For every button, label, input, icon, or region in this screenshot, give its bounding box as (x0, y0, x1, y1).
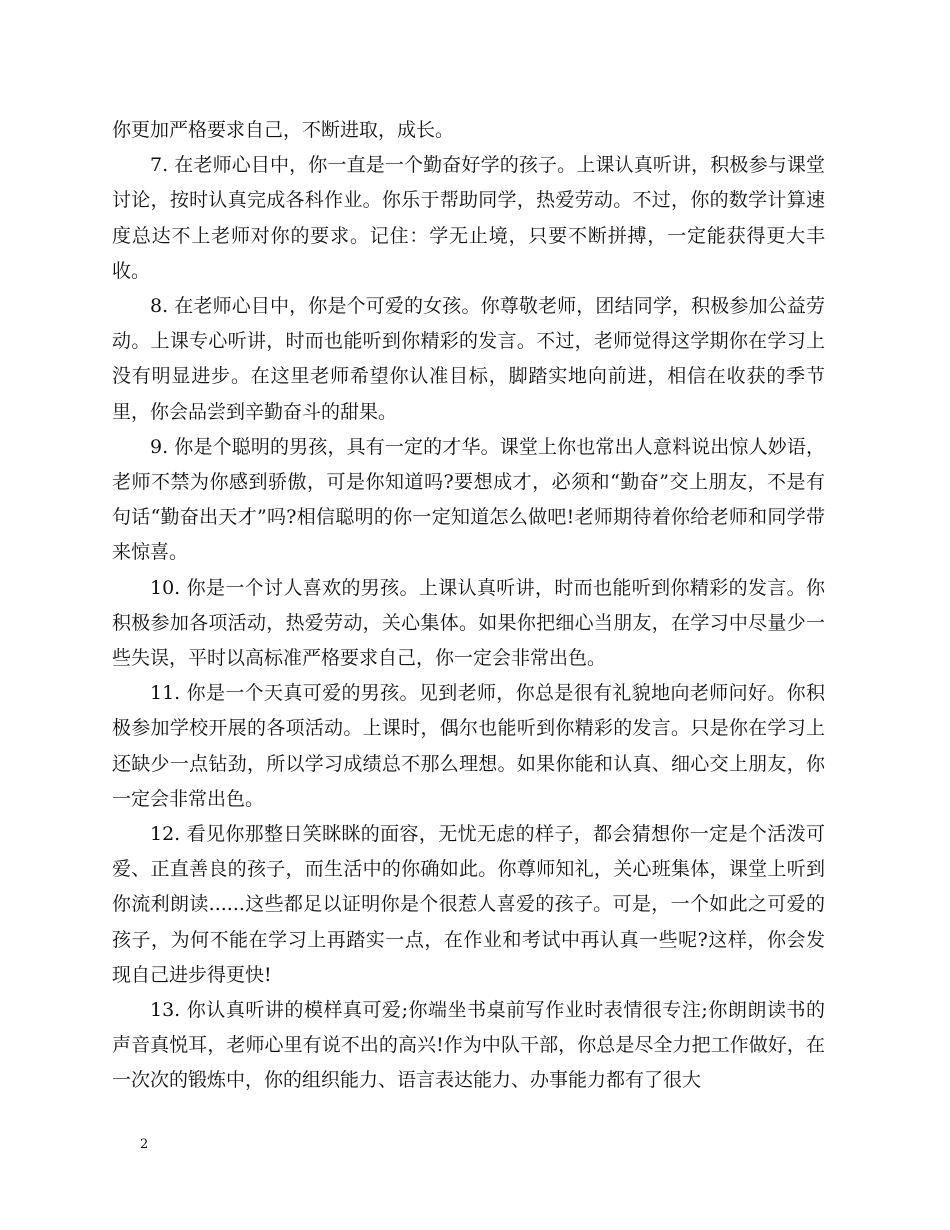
paragraph-comment-13: 13. 你认真听讲的模样真可爱;你端坐书桌前写作业时表情很专注;你朗朗读书的声音真悦耳，老师心里有说不出的高兴!作为中队干部，你总是尽全力把工作做好，在一次次的锻炼中，你的组织能力、语言表达能力、办事能力都有了很大 (112, 999, 825, 1092)
paragraph-comment-10: 10. 你是一个讨人喜欢的男孩。上课认真听讲，时而也能听到你精彩的发言。你积极参加各项活动，热爱劳动，关心集体。如果你把细心当朋友，在学习中尽量少一些失误，平时以高标准严格要求自己，你一定会非常出色。 (112, 576, 825, 670)
paragraph-comment-11: 11. 你是一个天真可爱的男孩。见到老师，你总是很有礼貌地向老师问好。你积极参加学校开展的各项活动。上课时，偶尔也能听到你精彩的发言。只是你在学习上还缺少一点钻劲，所以学习成绩总不那么理想。如果你能和认真、细心交上朋友，你一定会非常出色。 (112, 682, 825, 810)
paragraph-comment-9: 9. 你是个聪明的男孩，具有一定的才华。课堂上你也常出人意料说出惊人妙语，老师不禁为你感到骄傲，可是你知道吗?要想成才，必须和“勤奋”交上朋友，不是有句话“勤奋出天才”吗?相信聪明的你一定知道怎么做吧!老师期待着你给老师和同学带来惊喜。 (112, 435, 825, 564)
paragraph-comment-8: 8. 在老师心目中，你是个可爱的女孩。你尊敬老师，团结同学，积极参加公益劳动。上课专心听讲，时而也能听到你精彩的发言。不过，老师觉得这学期你在学习上没有明显进步。在这里老师希望你认准目标，脚踏实地向前进，相信在收获的季节里，你会品尝到辛勤奋斗的甜果。 (112, 295, 825, 423)
paragraph-comment-12: 12. 看见你那整日笑眯眯的面容，无忧无虑的样子，都会猜想你一定是个活泼可爱、正直善良的孩子，而生活中的你确如此。你尊师知礼，关心班集体，课堂上听到你流利朗读......这些都足以证明你是个很惹人喜爱的孩子。可是，一个如此之可爱的孩子，为何不能在学习上再踏实一点，在作业和考试中再认真一些呢?这样，你会发现自己进步得更快! (112, 823, 825, 986)
page-number: 2 (140, 1137, 149, 1152)
paragraph-comment-7: 7. 在老师心目中，你一直是一个勤奋好学的孩子。上课认真听讲，积极参与课堂讨论，按时认真完成各科作业。你乐于帮助同学，热爱劳动。不过，你的数学计算速度总达不上老师对你的要求。记住：学无止境，只要不断拼搏，一定能获得更大丰收。 (112, 154, 825, 282)
document-body (112, 113, 825, 1099)
paragraph-continuation: 你更加严格要求自己，不断进取，成长。 (112, 119, 455, 141)
